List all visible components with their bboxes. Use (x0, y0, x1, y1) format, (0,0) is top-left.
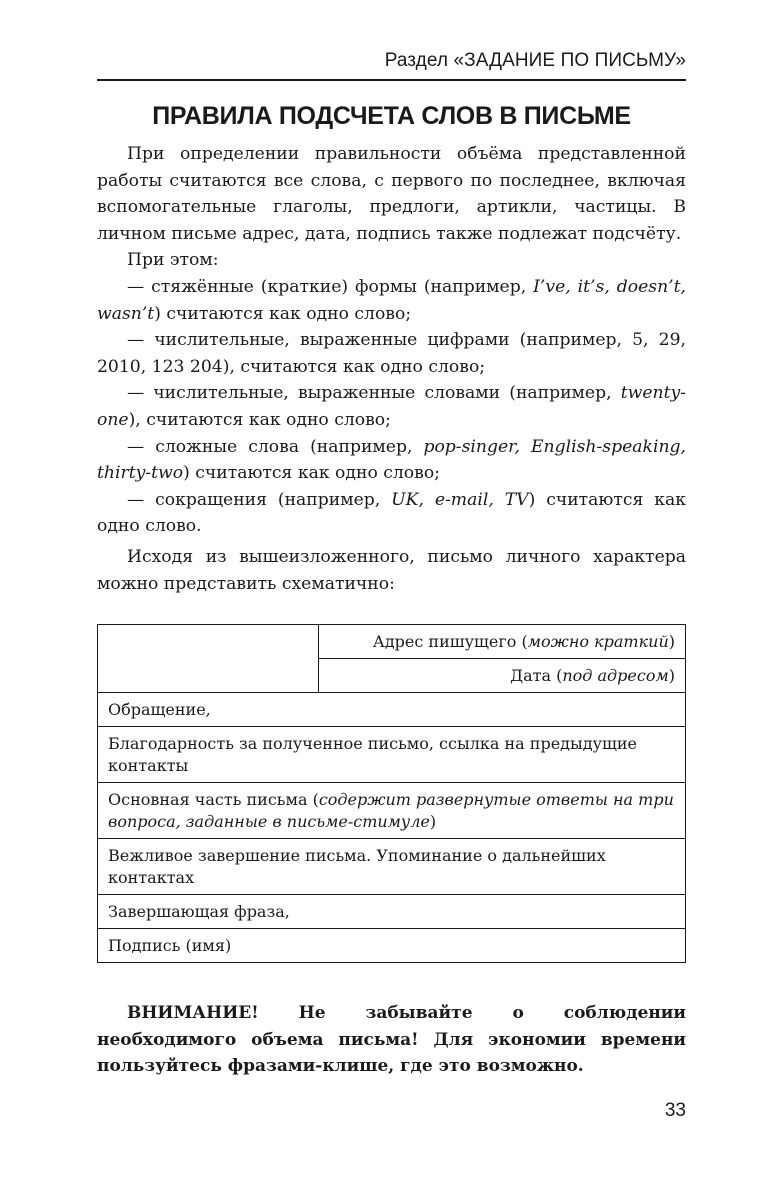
letter-scheme-table (97, 624, 686, 963)
rules-intro: При этом: (127, 250, 219, 271)
rule-item-contractions: — стяжённые (краткие) формы (например, I’ve, it’s, doesn’t, wasn’t) считаются как одно слово; (97, 276, 686, 324)
greeting-cell: Обращение, (98, 693, 686, 727)
running-header: Раздел «ЗАДАНИЕ ПО ПИСЬМУ» (384, 50, 686, 71)
intro-paragraph: При определении правильности объёма представленной работы считаются все слова, с первого по последнее, включая вспомогательные глаголы, предлоги, артикли, частицы. В личном письме адрес, дата, подпись также подлежат подсчёту. (97, 144, 686, 244)
warning-note: ВНИМАНИЕ! Не забывайте о соблюдении необходимого объема письма! Для экономии времени пользуйтесь фразами-клише, где это возможно. (97, 1003, 686, 1077)
table-row (98, 929, 686, 963)
rule-item-compound-words: — сложные слова (например, pop-singer, English-speaking, thirty-two) считаются как одно слово; (97, 436, 686, 484)
page-number: 33 (664, 1100, 686, 1121)
rule-item-digit-numbers: — числительные, выраженные цифрами (например, 5, 29, 2010, 123 204), считаются как одно слово; (97, 330, 686, 377)
thanks-cell: Благодарность за полученное письмо, ссылка на предыдущие контакты (98, 727, 686, 783)
address-cell: Адрес пишущего (можно краткий) (319, 625, 686, 659)
date-cell: Дата (под адресом) (319, 659, 686, 693)
conclusion-paragraph: Исходя из вышеизложенного, письмо личного характера можно представить схематично: (97, 546, 686, 594)
signature-cell: Подпись (имя) (98, 929, 686, 963)
closing-cell: Вежливое завершение письма. Упоминание о дальнейших контактах (98, 839, 686, 895)
table-row (98, 693, 686, 727)
rule-item-word-numbers: — числительные, выраженные словами (например, twenty-one), считаются как одно слово; (97, 383, 686, 430)
rule-item-abbreviations: — сокращения (например, UK, e-mail, TV) считаются как одно слово. (97, 489, 686, 537)
table-row (98, 895, 686, 929)
body-text (97, 141, 686, 597)
table-row (98, 783, 686, 839)
main-part-cell: Основная часть письма (содержит развернутые ответы на три вопроса, заданные в письме-стимуле) (98, 783, 686, 839)
table-row (98, 839, 686, 895)
blank-cell (98, 625, 319, 693)
header-rule (97, 79, 686, 81)
table-row (98, 625, 686, 659)
table-row (98, 727, 686, 783)
page-title: ПРАВИЛА ПОДСЧЕТА СЛОВ В ПИСЬМЕ (152, 102, 631, 130)
final-phrase-cell: Завершающая фраза, (98, 895, 686, 929)
